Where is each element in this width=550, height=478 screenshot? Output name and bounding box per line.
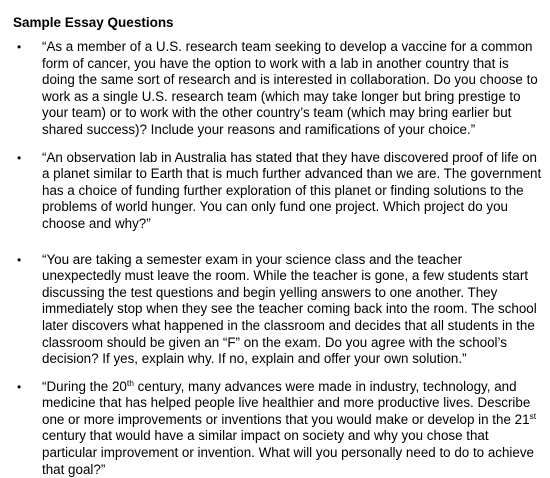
ordinal-suffix-st: st <box>529 410 537 421</box>
question-text-part-1: “During the 20 <box>42 378 127 394</box>
essay-question-1 <box>13 39 542 139</box>
question-text: “You are taking a semester exam in your science class and the teacher unexpectedly must leave the room. While the teacher is gone, a few students start discussing the test questions and begin yelling answers to one another. They immediately stop when they see the teacher coming back into the room. The school later discovers what happened in the classroom and decides that all students in the classroom should be given an “F” on the exam. Do you agree with the school’s decision? If yes, explain why. If no, explain and offer your own solution.” <box>42 251 537 367</box>
question-text-part-2: century, many advances were made in industry, technology, and medicine that has helped people live healthier and more productive lives. Describe one or more improvements or inventions that you would make or develop in the 21 <box>42 378 531 427</box>
essay-question-4 <box>13 379 542 478</box>
question-text-part-3: century that would have a similar impact on society and why you chose that particular improvement or invention. What will you personally need to do to achieve that goal?” <box>42 428 534 477</box>
essay-question-list <box>13 39 542 478</box>
bullet-icon: • <box>17 40 22 54</box>
page-heading: Sample Essay Questions <box>13 15 174 30</box>
essay-question-3 <box>13 252 542 368</box>
bullet-icon: • <box>17 252 22 267</box>
question-text: “As a member of a U.S. research team seeking to develop a vaccine for a common form of cancer, you have the option to work with a lab in another country that is doing the same sort of research and is interested in collaboration. Do you choose to work as a single U.S. research team (which may take longer but bring prestige to your team) or to work with the other country’s team (which may bring earlier but shared success)? Include your reasons and ramifications of your choice.” <box>42 39 538 137</box>
essay-question-2 <box>13 150 542 233</box>
question-text: “An observation lab in Australia has stated that they have discovered proof of life on a planet similar to Earth that is much further advanced than we are. The government has a choice of funding further exploration of this planet or finding solutions to the problems of world hunger. You can only fund one project. Which project do you choose and why?” <box>42 149 542 231</box>
bullet-icon: • <box>17 150 22 165</box>
bullet-icon: • <box>17 379 22 394</box>
question-text <box>42 379 536 477</box>
ordinal-suffix-th: th <box>126 377 134 388</box>
